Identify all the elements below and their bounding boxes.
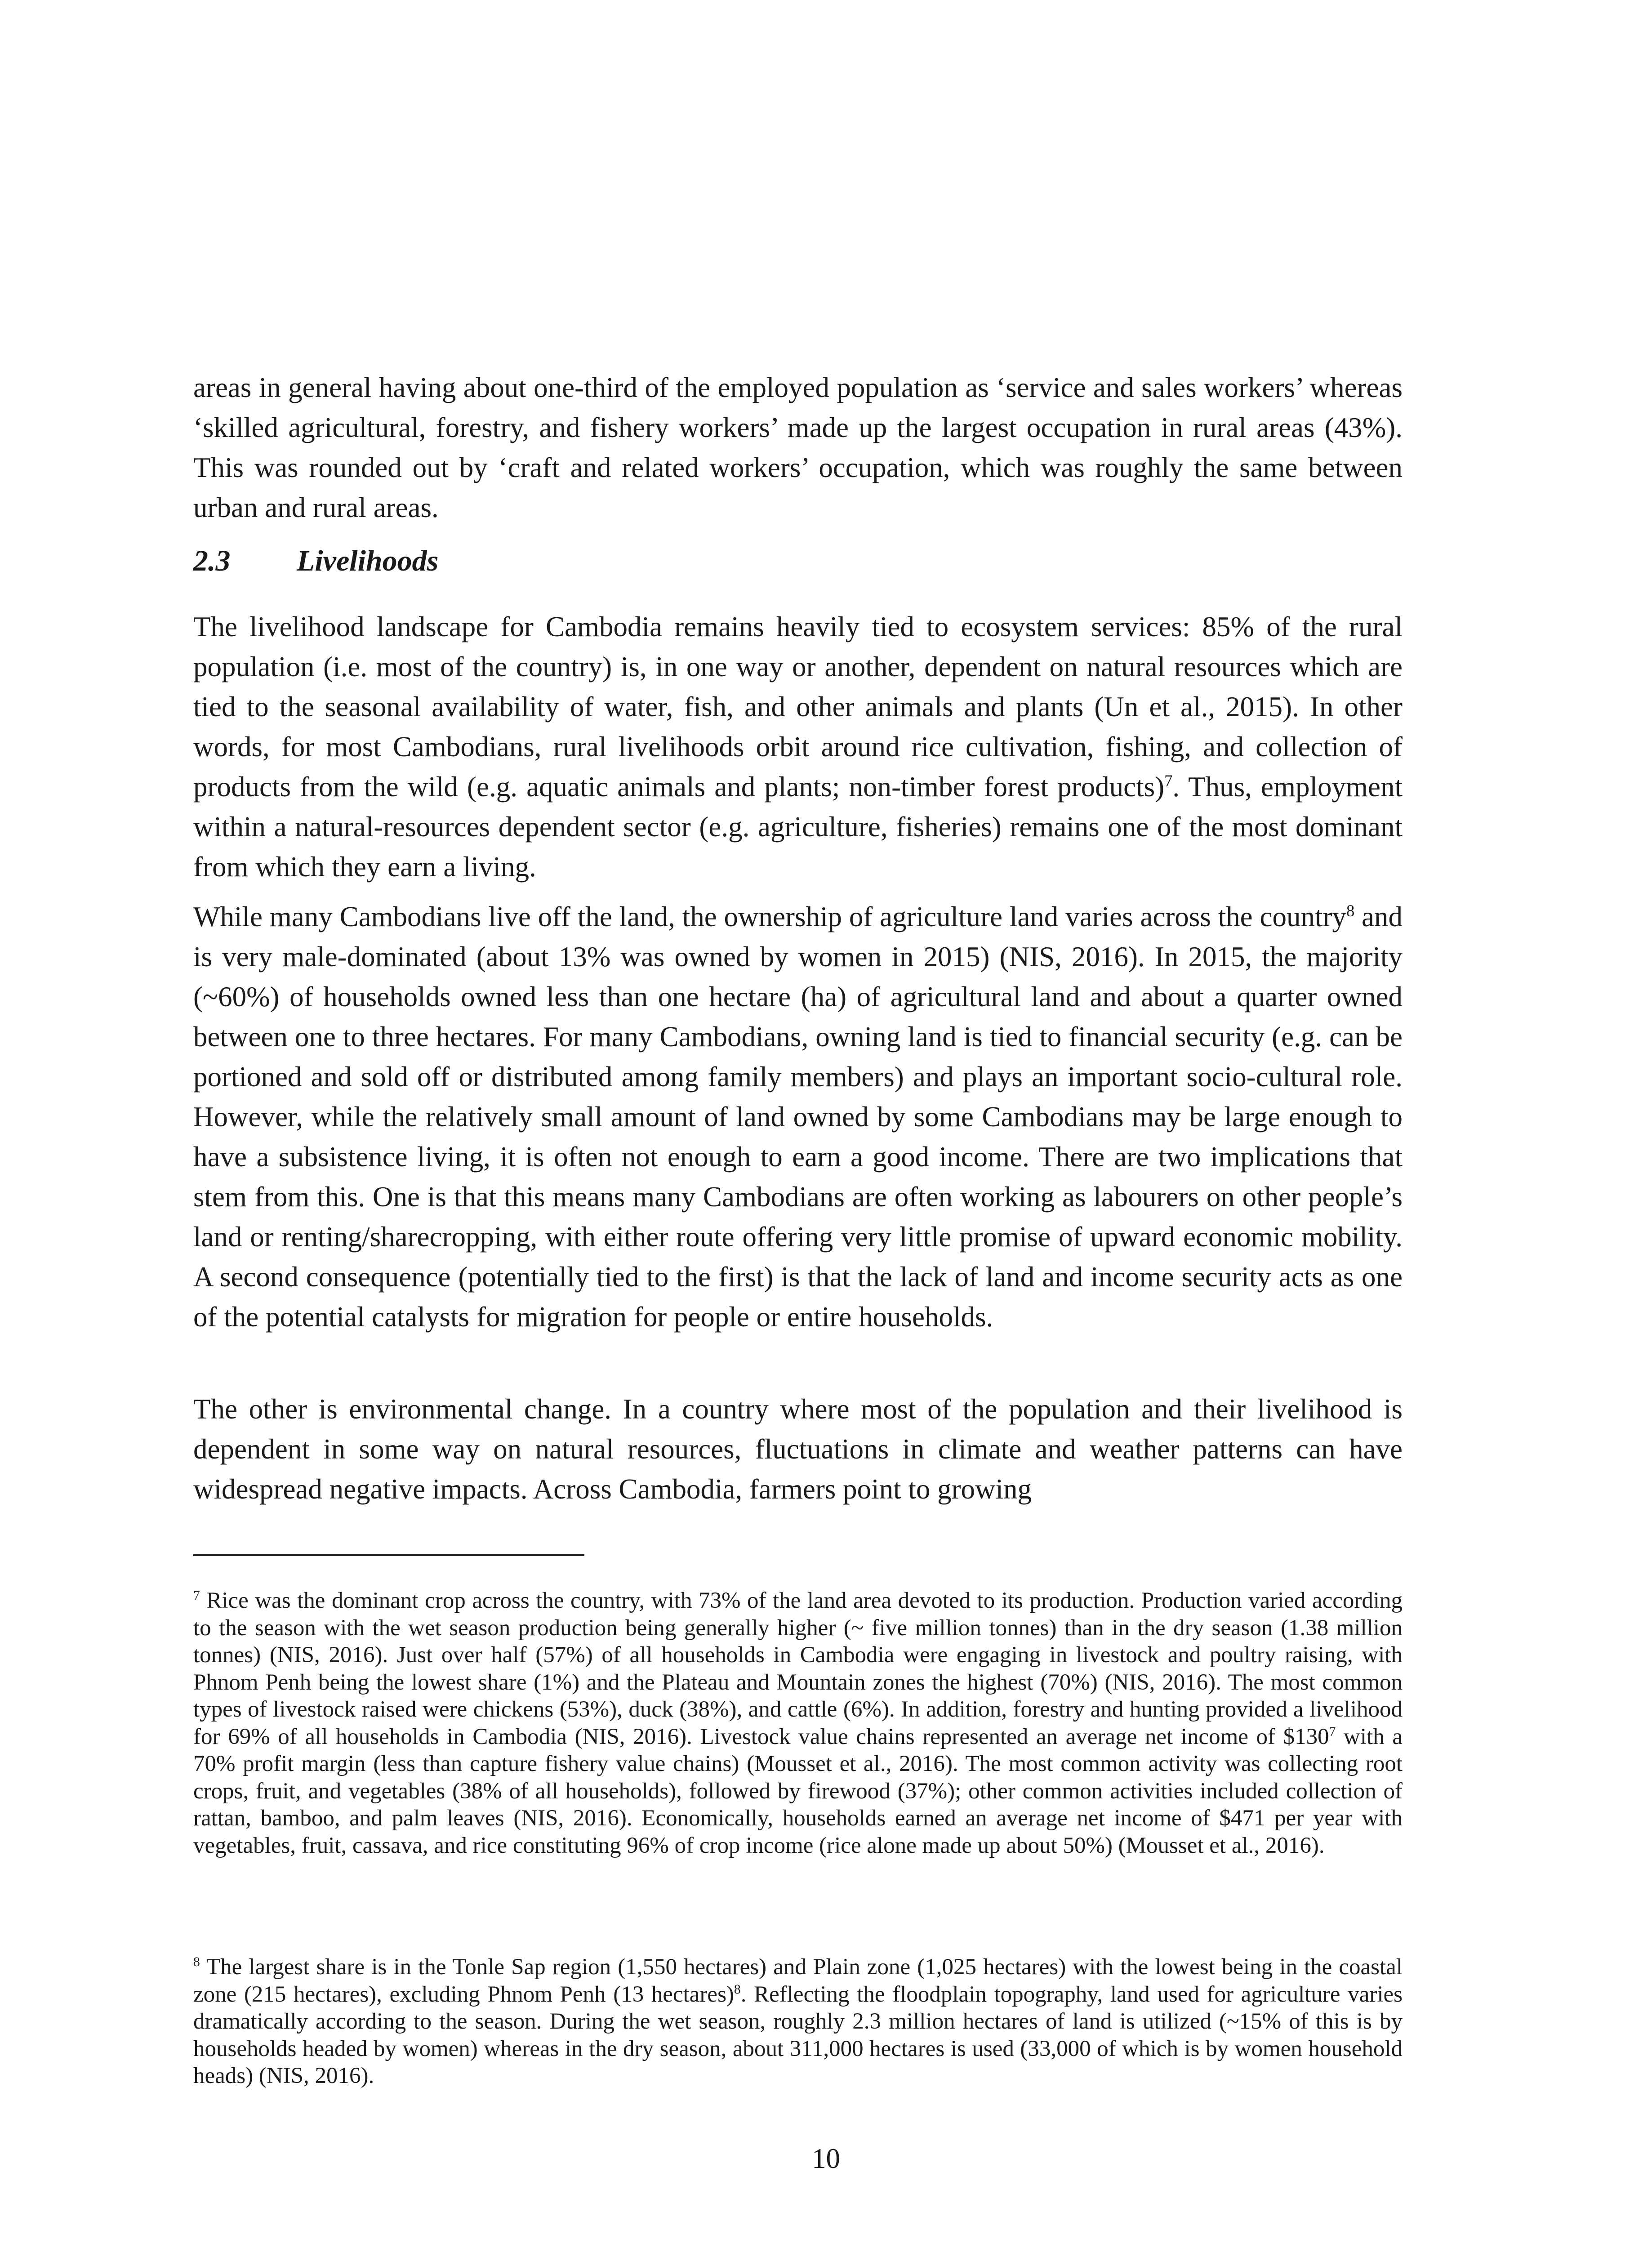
section-number: 2.3: [193, 544, 231, 577]
section-heading: [193, 544, 438, 578]
paragraph-text: and is very male-dominated (about 13% was owned by women in 2015) (NIS, 2016). In 2015, the majority (~60%) of households owned less than one hectare (ha) of agricultural land and about a quarter owned between one to three hectares. For many Cambodians, owning land is tied to financial security (e.g. can be portioned and sold off or distributed among family members) and plays an important socio-cultural role. However, while the relatively small amount of land owned by some Cambodians may be large enough to have a subsistence living, it is often not enough to earn a good income. There are two implications that stem from this. One is that this means many Cambodians are often working as labourers on other people’s land or renting/sharecropping, with either route offering very little promise of upward economic mobility. A second consequence (potentially tied to the first) is that the lack of land and income security acts as one of the potential catalysts for migration for people or entire households.: [193, 901, 1403, 1333]
paragraph-livelihood-landscape: [193, 607, 1403, 887]
footnote-separator: [193, 1554, 584, 1556]
footnote-inline-marker: 7: [1329, 1724, 1336, 1739]
footnote-text: The largest share is in the Tonle Sap region (1,550 hectares) and Plain zone (1,025 hectares) with the lowest being in the coastal zone (215 hectares), excluding Phnom Penh (13 hectares): [193, 1954, 1403, 2007]
paragraph-text: . Thus, employment within a natural-resources dependent sector (e.g. agriculture, fisheries) remains one of the most dominant from which they earn a living.: [193, 771, 1403, 883]
footnote-8: [193, 1954, 1403, 2090]
paragraph-environmental-change: The other is environmental change. In a country where most of the population and their livelihood is dependent in some way on natural resources, fluctuations in climate and weather patterns can have widespread negative impacts. Across Cambodia, farmers point to growing: [193, 1393, 1403, 1505]
paragraph-text: While many Cambodians live off the land, the ownership of agriculture land varies across the country: [193, 901, 1346, 932]
footnote-inline-marker: 8: [734, 1982, 741, 1997]
footnote-marker: 8: [193, 1955, 200, 1969]
section-title: Livelihoods: [297, 544, 439, 577]
footnote-marker: 7: [193, 1588, 200, 1603]
footnote-text: with a 70% profit margin (less than capture fishery value chains) (Mousset et al., 2016). The most common activity was collecting root crops, fruit, and vegetables (38% of all households), followed by firewood (37%); other common activities included collection of rattan, bamboo, and palm leaves (NIS, 2016). Economically, households earned an average net income of $471 per year with vegetables, fruit, cassava, and rice constituting 96% of crop income (rice alone made up about 50%) (Mousset et al., 2016).: [193, 1724, 1403, 1858]
footnote-text: . Reflecting the floodplain topography, land used for agriculture varies dramatically according to the season. During the wet season, roughly 2.3 million hectares of land is utilized (~15% of this is by households headed by women) whereas in the dry season, about 311,000 hectares is used (33,000 of which is by women household heads) (NIS, 2016).: [193, 1981, 1403, 2088]
paragraph-land-ownership: [193, 897, 1403, 1337]
footnote-text: Rice was the dominant crop across the country, with 73% of the land area devoted to its production. Production varied according to the season with the wet season production being generally higher (~ five million tonnes) than in the dry season (1.38 million tonnes) (NIS, 2016). Just over half (57%) of all households in Cambodia were engaging in livestock and poultry raising, with Phnom Penh being the lowest share (1%) and the Plateau and Mountain zones the highest (70%) (NIS, 2016). The most common types of livestock raised were chickens (53%), duck (38%), and cattle (6%). In addition, forestry and hunting provided a livelihood for 69% of all households in Cambodia (NIS, 2016). Livestock value chains represented an average net income of $130: [193, 1588, 1403, 1749]
footnote-ref-8[interactable]: 8: [1346, 901, 1355, 920]
page-number: 10: [812, 2143, 840, 2174]
paragraph-text: The livelihood landscape for Cambodia remains heavily tied to ecosystem services: 85% of the rural population (i.e. most of the country) is, in one way or another, dependent on natural resources which are tied to the seasonal availability of water, fish, and other animals and plants (Un et al., 2015). In other words, for most Cambodians, rural livelihoods orbit around rice cultivation, fishing, and collection of products from the wild (e.g. aquatic animals and plants; non-timber forest products): [193, 611, 1403, 803]
paragraph-occupations: areas in general having about one-third of the employed population as ‘service and sales workers’ whereas ‘skilled agricultural, forestry, and fishery workers’ made up the largest occupation in rural areas (43%). This was rounded out by ‘craft and related workers’ occupation, which was roughly the same between urban and rural areas.: [193, 372, 1403, 523]
footnote-7: [193, 1587, 1403, 1859]
footnote-ref-7[interactable]: 7: [1164, 772, 1173, 790]
